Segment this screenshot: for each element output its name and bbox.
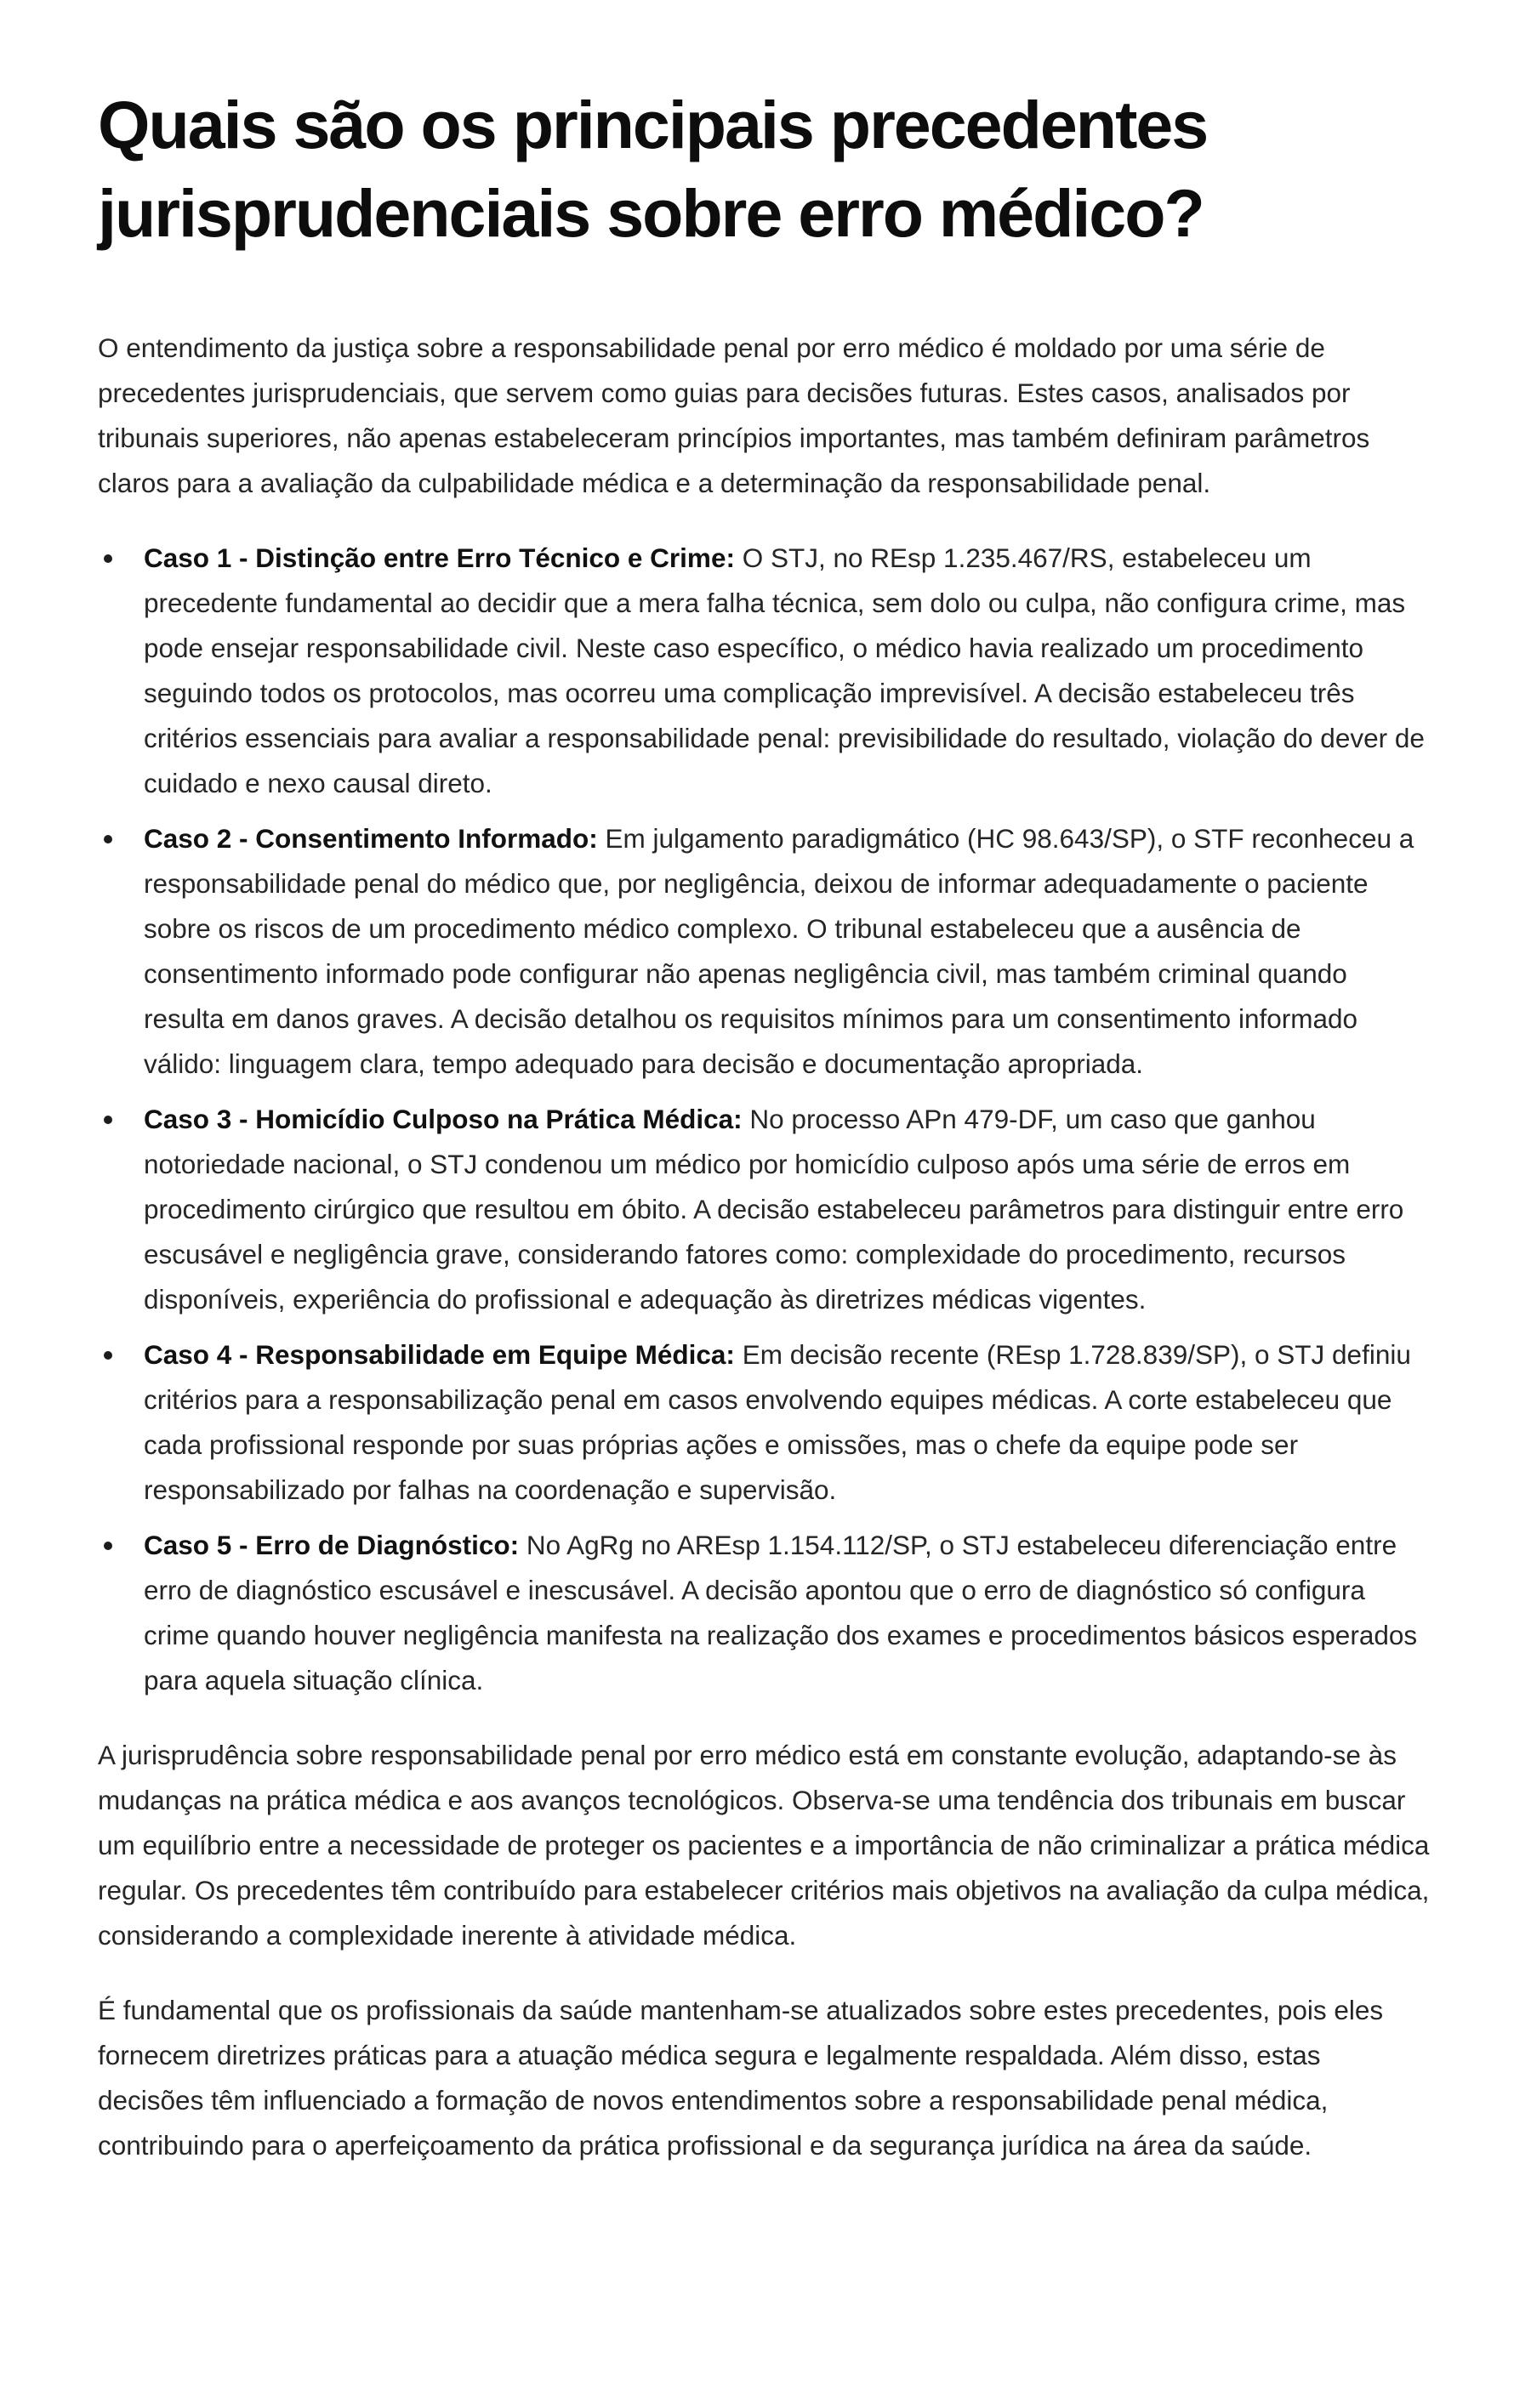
- case-text: No AgRg no AREsp 1.154.112/SP, o STJ estabeleceu diferenciação entre erro de diagnóstico escusável e inescusável. A decisão apontou que o erro de diagnóstico só configura crime quando houver negligência manifesta na realização dos exames e procedimentos básicos esperados para aquela situação clínica.: [144, 1530, 1418, 1695]
- case-label: Caso 5 - Erro de Diagnóstico:: [144, 1530, 520, 1560]
- conclusion-paragraph-2: É fundamental que os profissionais da saúde mantenham-se atualizados sobre estes precedentes, pois eles fornecem diretrizes práticas para a atuação médica segura e legalmente respaldada. Além disso, estas decisões têm influenciado a formação de novos entendimentos sobre a responsabilidade penal médica, contribuindo para o aperfeiçoamento da prática profissional e da segurança jurídica na área da saúde.: [98, 1995, 1384, 2161]
- list-item: [98, 1332, 1433, 1513]
- case-list: [98, 536, 1433, 1703]
- conclusion-paragraph-1: A jurisprudência sobre responsabilidade penal por erro médico está em constante evolução, adaptando-se às mudanças na prática médica e aos avanços tecnológicos. Observa-se uma tendência dos tribunais em buscar um equilíbrio entre a necessidade de proteger os pacientes e a importância de não criminalizar a prática médica regular. Os precedentes têm contribuído para estabelecer critérios mais objetivos na avaliação da culpa médica, considerando a complexidade inerente à atividade médica.: [98, 1740, 1430, 1951]
- case-label: Caso 1 - Distinção entre Erro Técnico e Crime:: [144, 542, 735, 573]
- bullet-icon: [104, 1351, 112, 1360]
- list-item: [98, 536, 1433, 806]
- case-text: Em decisão recente (REsp 1.728.839/SP), o STJ definiu critérios para a responsabilização penal em casos envolvendo equipes médicas. A corte estabeleceu que cada profissional responde por suas próprias ações e omissões, mas o chefe da equipe pode ser responsabilizado por falhas na coordenação e supervisão.: [144, 1339, 1411, 1505]
- case-text: Em julgamento paradigmático (HC 98.643/SP), o STF reconheceu a responsabilidade penal do médico que, por negligência, deixou de informar adequadamente o paciente sobre os riscos de um procedimento médico complexo. O tribunal estabeleceu que a ausência de consentimento informado pode configurar não apenas negligência civil, mas também criminal quando resulta em danos graves. A decisão detalhou os requisitos mínimos para um consentimento informado válido: linguagem clara, tempo adequado para decisão e documentação apropriada.: [144, 823, 1414, 1079]
- case-label: Caso 3 - Homicídio Culposo na Prática Médica:: [144, 1104, 743, 1134]
- bullet-icon: [104, 1542, 112, 1550]
- bullet-icon: [104, 554, 112, 563]
- bullet-icon: [104, 1116, 112, 1124]
- case-label: Caso 2 - Consentimento Informado:: [144, 823, 598, 854]
- list-item: [98, 1523, 1433, 1703]
- page-title: Quais são os principais precedentes jurisprudenciais sobre erro médico?: [98, 87, 1208, 251]
- list-item: [98, 816, 1433, 1087]
- intro-paragraph: O entendimento da justiça sobre a responsabilidade penal por erro médico é moldado por uma série de precedentes jurisprudenciais, que servem como guias para decisões futuras. Estes casos, analisados por tribunais superiores, não apenas estabeleceram princípios importantes, mas também definiram parâmetros claros para a avaliação da culpabilidade médica e a determinação da responsabilidade penal.: [98, 332, 1370, 498]
- case-text: O STJ, no REsp 1.235.467/RS, estabeleceu um precedente fundamental ao decidir que a mera falha técnica, sem dolo ou culpa, não configura crime, mas pode ensejar responsabilidade civil. Neste caso específico, o médico havia realizado um procedimento seguindo todos os protocolos, mas ocorreu uma complicação imprevisível. A decisão estabeleceu três critérios essenciais para avaliar a responsabilidade penal: previsibilidade do resultado, violação do dever de cuidado e nexo causal direto.: [144, 542, 1425, 798]
- case-text: No processo APn 479-DF, um caso que ganhou notoriedade nacional, o STJ condenou um médico por homicídio culposo após uma série de erros em procedimento cirúrgico que resultou em óbito. A decisão estabeleceu parâmetros para distinguir entre erro escusável e negligência grave, considerando fatores como: complexidade do procedimento, recursos disponíveis, experiência do profissional e adequação às diretrizes médicas vigentes.: [144, 1104, 1404, 1315]
- list-item: [98, 1097, 1433, 1322]
- bullet-icon: [104, 835, 112, 843]
- case-label: Caso 4 - Responsabilidade em Equipe Médica:: [144, 1339, 735, 1370]
